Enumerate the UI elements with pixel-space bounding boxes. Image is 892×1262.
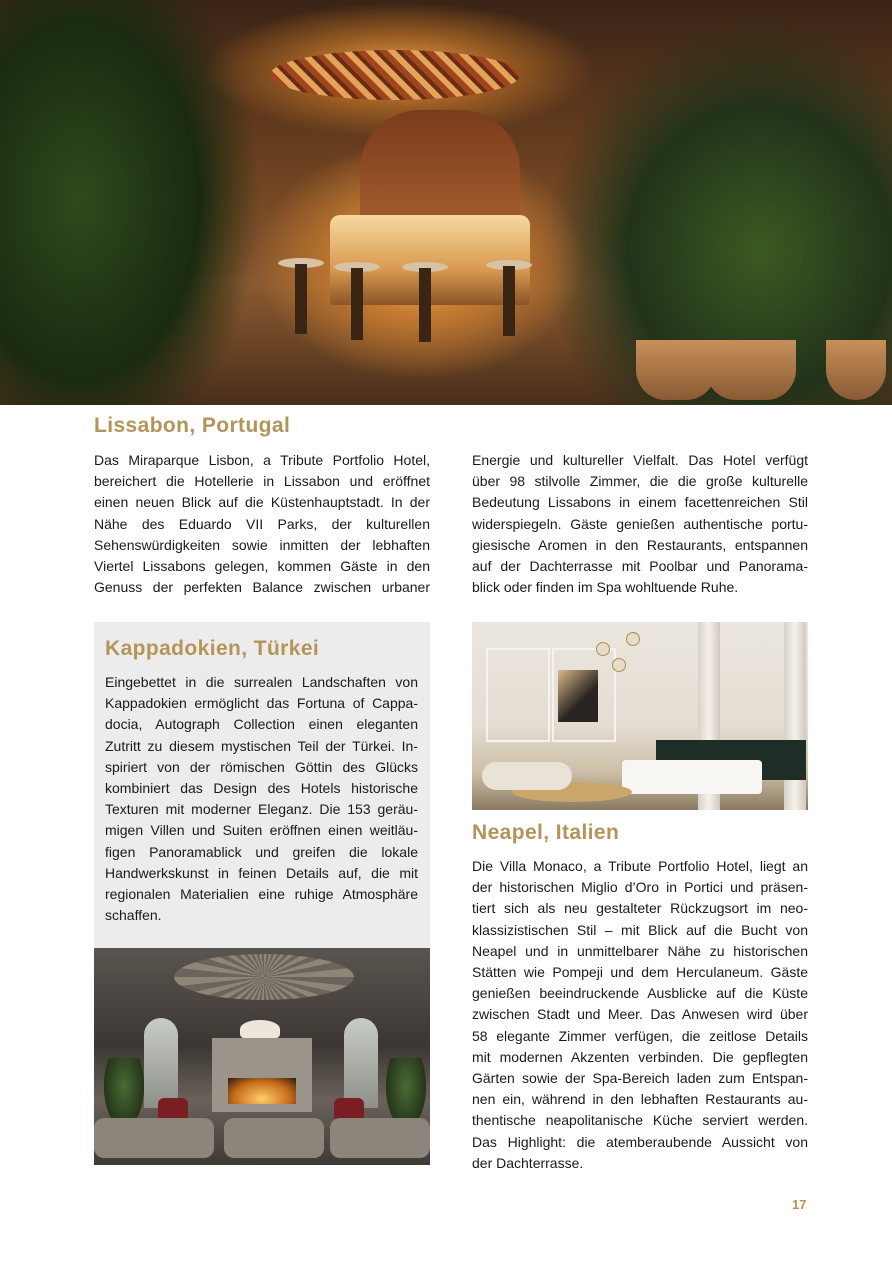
- text-line: 58 elegante Zimmer verfügen, die zeitlose Details: [472, 1027, 808, 1044]
- image-naples-room: [472, 622, 808, 810]
- text-line: Das Miraparque Lisbon, a Tribute Portfolio Hotel,: [94, 452, 430, 468]
- column: [784, 622, 806, 810]
- text-line: über 98 stilvolle Zimmer, die die große kulturelle: [472, 473, 808, 490]
- text-line: docia, Autograph Collection einen eleganten: [105, 716, 418, 733]
- text-line: tiert sich als neu gestalteter Rückzugsort im neo-: [472, 900, 808, 917]
- text-line: Viertel Lissabons gelegen, kommen Gäste in den: [94, 558, 430, 575]
- fireplace-fire: [228, 1078, 296, 1104]
- heading-lisbon: Lissabon, Portugal: [94, 414, 291, 437]
- image-cappadocia-lounge: [94, 948, 430, 1165]
- page-number: 17: [792, 1197, 807, 1212]
- text-line: schaffen.: [105, 907, 162, 924]
- bar-stool-leg: [295, 264, 307, 334]
- plant-pot: [826, 340, 886, 400]
- bed: [622, 760, 762, 794]
- text-line: Stätten wie Pompeji und dem Herculaneum. Gäste: [472, 964, 808, 981]
- text-line: Das Highlight: die atemberaubende Aussicht von: [472, 1133, 808, 1150]
- text-line: Bedeutung Lissabons in einem facettenreichen Stil: [472, 494, 808, 511]
- text-line: giesische Aromen in den Restaurants, entspannen: [472, 536, 808, 553]
- text-line: Texturen mit moderner Eleganz. Die 153 geräu-: [105, 801, 418, 818]
- wall-panel: [486, 648, 550, 742]
- text-line: Neapel und in unmittelbarer Nähe zu historischen: [472, 942, 808, 959]
- text-line: Kappadokien ermöglicht das Fortuna of Cappa-: [105, 695, 418, 712]
- text-line: Energie und kultureller Vielfalt. Das Hotel verfügt: [472, 452, 808, 468]
- text-line: widerspiegeln. Gäste genießen authentische portu-: [472, 515, 808, 532]
- text-line: der historischen Miglio d’Oro in Portici und präsen-: [472, 879, 808, 896]
- text-line: kombiniert das Design des Hotels historische: [105, 780, 418, 797]
- bar-stool-leg: [419, 268, 431, 342]
- text-line: zwischen Stadt und Meer. Das Anwesen wird über: [472, 1006, 808, 1023]
- lisbon-text-col2: [472, 450, 808, 598]
- text-line: nen ein, während in den lebhaften Restaurants au-: [472, 1091, 808, 1108]
- pendant-lamp: [240, 1020, 280, 1038]
- window: [344, 1018, 378, 1108]
- text-line: auf der Dachterrasse mit Poolbar und Panorama-: [472, 558, 808, 575]
- text-line: Genuss der perfekten Balance zwischen urbaner: [94, 579, 430, 596]
- text-line: klassizistischen Stil – mit Blick auf die Bucht von: [472, 921, 808, 938]
- heading-cappadocia: Kappadokien, Türkei: [105, 637, 320, 660]
- text-line: genießen beeindruckende Ausblicke auf die Küste: [472, 985, 808, 1002]
- ceiling-ornament: [270, 50, 520, 100]
- heading-naples: Neapel, Italien: [472, 821, 620, 844]
- text-line: Sehenswürdigkeiten sowie inmitten der lebhaften: [94, 536, 430, 553]
- bar-arch: [360, 110, 520, 220]
- text-line: der Dachterrasse.: [472, 1154, 584, 1171]
- plant-pot: [706, 340, 796, 400]
- naples-text: [472, 856, 808, 1174]
- pendant-lamp: [596, 642, 610, 656]
- text-line: migen Villen und Suiten eröffnen einen weitläu-: [105, 822, 418, 839]
- plant-pot: [636, 340, 716, 400]
- bar-stool-leg: [351, 268, 363, 340]
- text-line: Eingebettet in die surrealen Landschaften von: [105, 674, 418, 690]
- text-line: figen Panoramablick und greifen die lokale: [105, 843, 418, 860]
- pendant-lamp: [626, 632, 640, 646]
- sofa: [224, 1118, 324, 1158]
- lisbon-text-col1: [94, 450, 430, 598]
- sofa: [94, 1118, 214, 1158]
- hero-image-lisbon-bar: [0, 0, 892, 405]
- text-line: Zutritt zu diesem mystischen Teil der Türkei. In-: [105, 737, 418, 754]
- text-line: Die Villa Monaco, a Tribute Portfolio Hotel, liegt an: [472, 858, 808, 874]
- text-line: blick oder finden im Spa wohltuende Ruhe.: [472, 579, 739, 596]
- window: [144, 1018, 178, 1108]
- cappadocia-text: [105, 672, 418, 926]
- text-line: mit modernen Akzenten verbinden. Die gepflegten: [472, 1048, 808, 1065]
- pendant-lamp: [612, 658, 626, 672]
- text-line: Handwerkskunst in feinen Details auf, die mit: [105, 864, 418, 881]
- text-line: regionalen Materialien eine ruhige Atmosphäre: [105, 886, 418, 903]
- text-line: spiriert von der römischen Göttin des Glücks: [105, 758, 418, 775]
- text-line: bereichert die Hotellerie in Lissabon und eröffnet: [94, 473, 430, 490]
- bar-stool-leg: [503, 266, 515, 336]
- wall-art: [558, 670, 598, 722]
- ceiling-medallion: [174, 954, 354, 1000]
- text-line: Nähe des Eduardo VII Parks, der kulturellen: [94, 515, 430, 532]
- text-line: einen neuen Blick auf die Küstenhauptstadt. In der: [94, 494, 430, 511]
- text-line: Gärten sowie der Spa-Bereich laden zum Entspan-: [472, 1070, 808, 1087]
- text-line: thentische neapolitanische Küche serviert werden.: [472, 1112, 808, 1129]
- sofa: [482, 762, 572, 790]
- sofa: [330, 1118, 430, 1158]
